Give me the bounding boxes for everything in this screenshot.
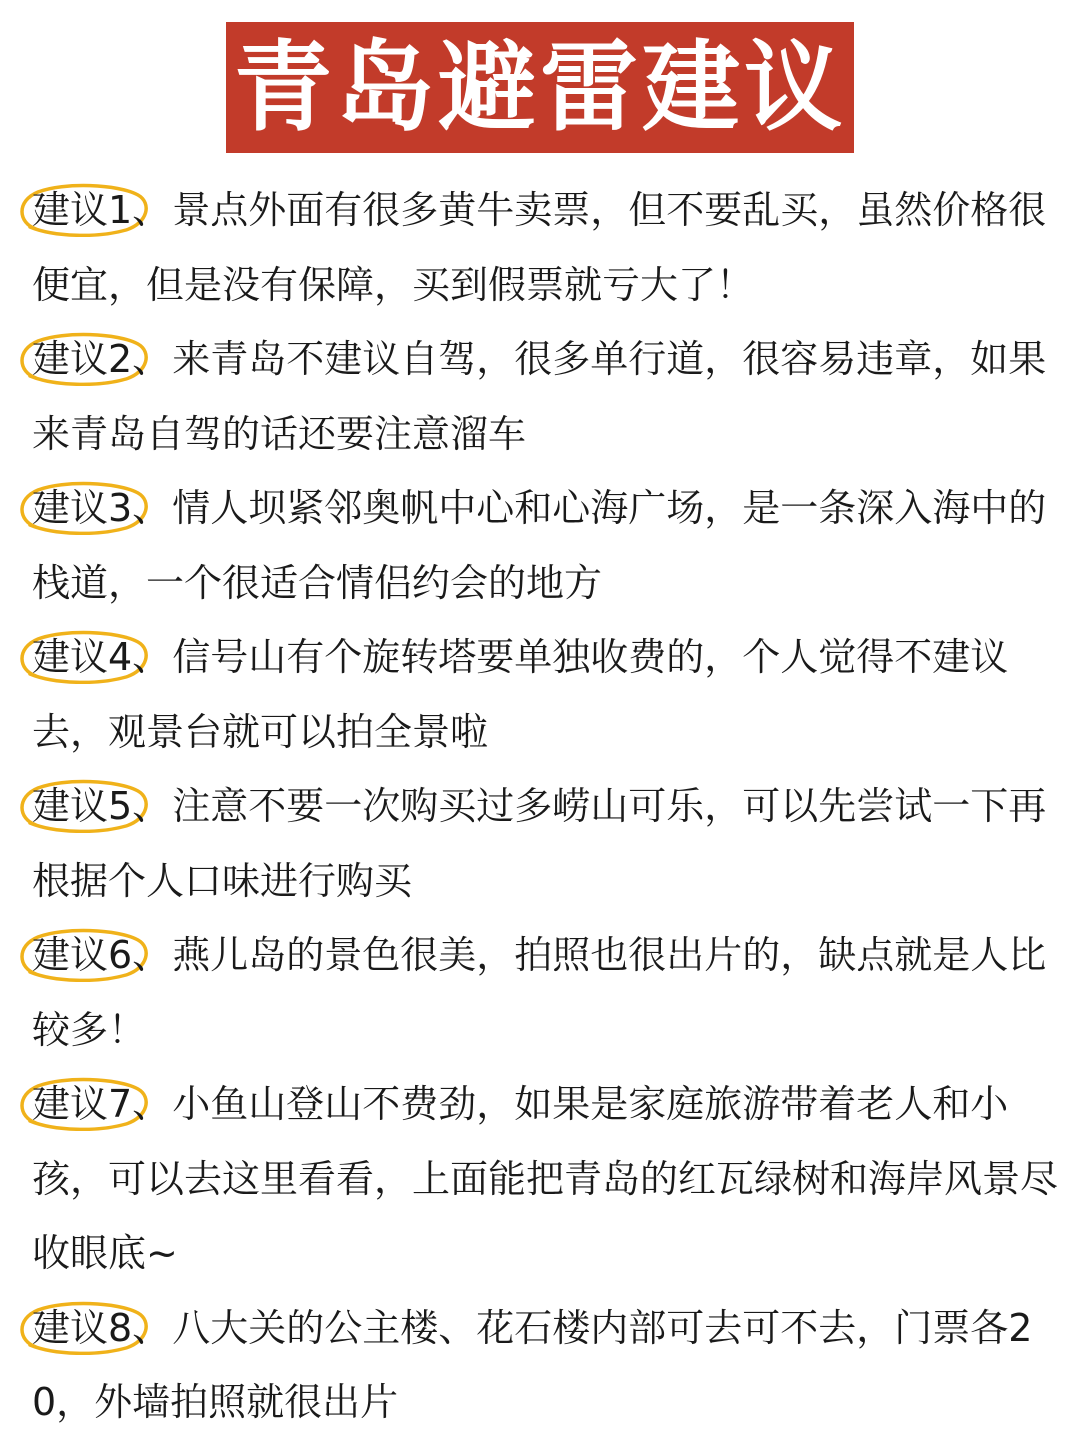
tip-label-text: 建议4、 bbox=[32, 635, 171, 679]
tip-label bbox=[32, 918, 170, 993]
tip-label bbox=[32, 1067, 170, 1142]
title-banner bbox=[226, 22, 854, 153]
tip-item bbox=[32, 620, 1062, 769]
tip-label bbox=[32, 322, 170, 397]
tip-item bbox=[32, 918, 1062, 1067]
tip-label-text: 建议7、 bbox=[32, 1082, 171, 1126]
tip-text: 信号山有个旋转塔要单独收费的，个人觉得不建议去，观景台就可以拍全景啦 bbox=[32, 635, 1009, 754]
tip-label-text: 建议5、 bbox=[32, 784, 171, 828]
tip-label bbox=[32, 173, 170, 248]
tip-item bbox=[32, 1067, 1062, 1291]
tip-label bbox=[32, 620, 170, 695]
tip-text: 景点外面有很多黄牛卖票，但不要乱买，虽然价格很便宜，但是没有保障，买到假票就亏大了！ bbox=[32, 188, 1047, 307]
tip-text: 八大关的公主楼、花石楼内部可去可不去，门票各20，外墙拍照就很出片 bbox=[32, 1305, 1033, 1424]
tip-item bbox=[32, 769, 1062, 918]
tip-item bbox=[32, 471, 1062, 620]
tip-label-text: 建议8、 bbox=[32, 1305, 171, 1350]
tips-list bbox=[32, 173, 1062, 1440]
tip-text: 燕儿岛的景色很美，拍照也很出片的，缺点就是人比较多！ bbox=[32, 933, 1047, 1052]
tip-label bbox=[32, 471, 170, 546]
page-title: 青岛避雷建议 bbox=[233, 30, 846, 145]
tip-text: 来青岛不建议自驾，很多单行道，很容易违章，如果来青岛自驾的话还要注意溜车 bbox=[32, 337, 1047, 456]
tip-label-text: 建议1、 bbox=[32, 188, 171, 232]
tip-label bbox=[32, 1291, 170, 1366]
tip-label-text: 建议3、 bbox=[32, 486, 171, 530]
tip-label bbox=[32, 769, 170, 844]
tip-item bbox=[32, 173, 1062, 322]
tip-text: 情人坝紧邻奥帆中心和心海广场，是一条深入海中的栈道，一个很适合情侣约会的地方 bbox=[32, 486, 1047, 605]
tip-item bbox=[32, 1291, 1062, 1440]
tip-label-text: 建议2、 bbox=[32, 337, 171, 381]
tip-text: 小鱼山登山不费劲，如果是家庭旅游带着老人和小孩，可以去这里看看，上面能把青岛的红瓦绿树和海岸风景尽收眼底~ bbox=[32, 1082, 1059, 1275]
tip-label-text: 建议6、 bbox=[32, 933, 171, 977]
tip-item bbox=[32, 322, 1062, 471]
tip-text: 注意不要一次购买过多崂山可乐，可以先尝试一下再根据个人口味进行购买 bbox=[32, 784, 1047, 903]
